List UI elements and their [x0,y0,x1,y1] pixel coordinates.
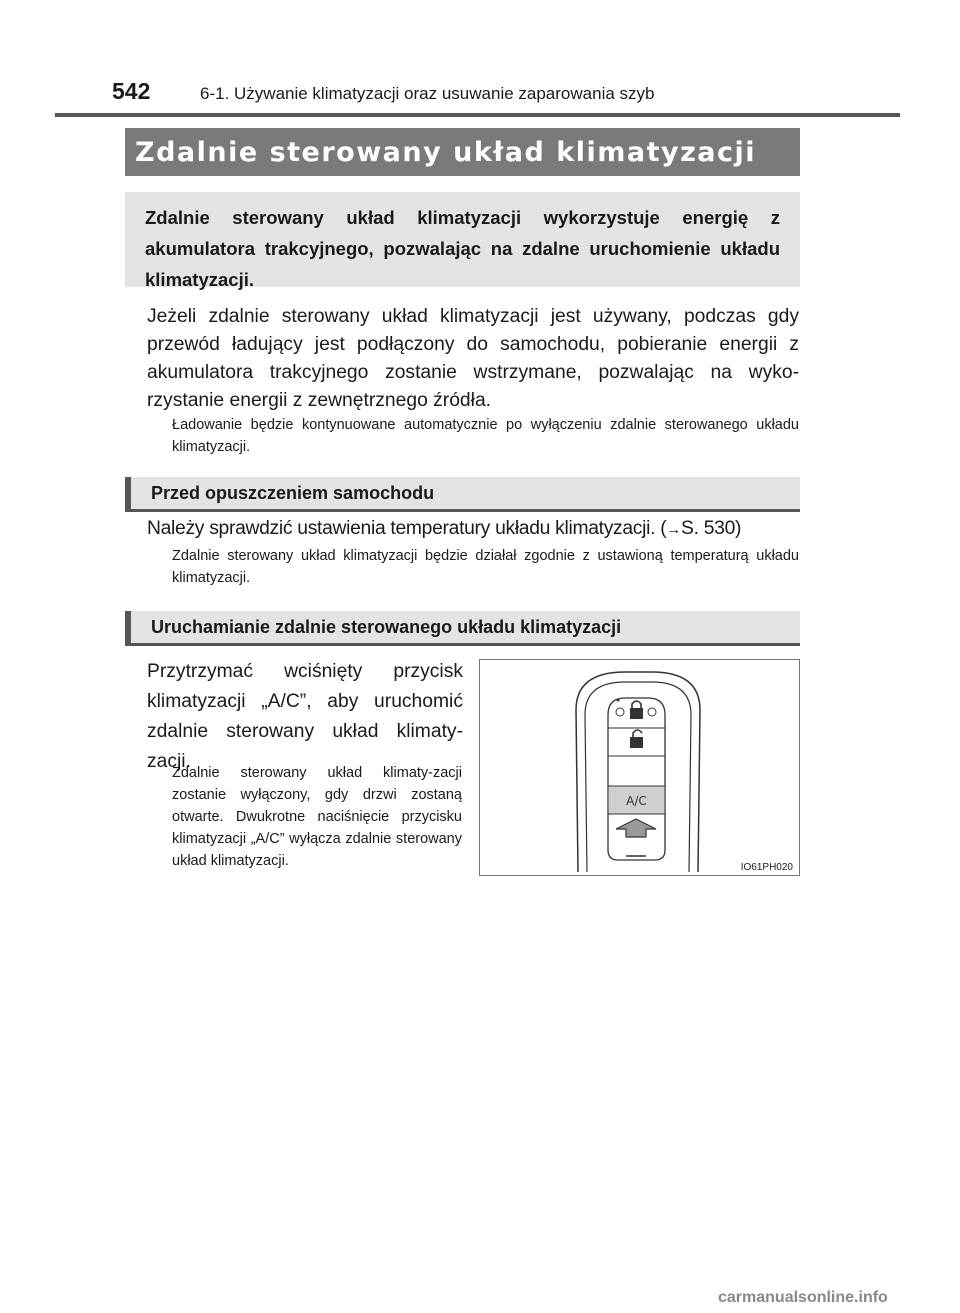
page-header [112,78,654,105]
header-divider [55,113,900,117]
key-fob-illustration [480,660,799,875]
key-fob-figure [479,659,800,876]
page-number: 542 [112,78,151,104]
page-reference[interactable]: S. 530) [681,518,742,539]
figure-code: IO61PH020 [740,862,793,873]
paragraph-main: Jeżeli zdalnie sterowany układ klimatyzacji jest używany, podczas gdy przewód ładujący jest podłączony do samochodu, pobieranie energii z akumulatora trakcyjnego zostanie wstrzymane, pozwalając na wyko-rzystanie energii z zewnętrznego źródła. [147,306,799,411]
paragraph-check-temperature: Należy sprawdzić ustawienia temperatury układu klimatyzacji. (→S. 530) [147,518,742,539]
section-title: Zdalnie sterowany układ klimatyzacji [125,128,800,176]
watermark: carmanualsonline.info [718,1289,888,1306]
arrow-icon: → [666,521,682,538]
lock-icon [630,701,643,719]
note-start: Zdalnie sterowany układ klimaty-zacji zostanie wyłączony, gdy drzwi zostaną otwarte. Dwukrotne naciśnięcie przycisku klimatyzacji „A/C” wyłącza zdalnie sterowany układ klimatyzacji. [172,765,462,869]
note-temperature: Zdalnie sterowany układ klimatyzacji będzie działał zgodnie z ustawioną temperaturą układu klimatyzacji. [172,548,799,586]
intro-box: Zdalnie sterowany układ klimatyzacji wykorzystuje energię z akumulatora trakcyjnego, pozwalając na zdalne uruchomienie układu klimatyzacji. [125,192,800,287]
note-charging: Ładowanie będzie kontynuowane automatycznie po wyłączeniu zdalnie sterowanego układu klimatyzacji. [172,417,799,455]
subsection-heading-before-leaving: Przed opuszczeniem samochodu [125,477,800,512]
paragraph-start-instructions: Przytrzymać wciśnięty przycisk klimatyzacji „A/C”, aby uruchomić zdalnie sterowany układ klimaty-zacji. [147,661,463,772]
press-arrow-icon [616,819,656,837]
chapter-title: 6-1. Używanie klimatyzacji oraz usuwanie zaparowania szyb [200,84,655,103]
unlock-icon [630,730,643,748]
subsection-heading-start: Uruchamianie zdalnie sterowanego układu klimatyzacji [125,611,800,646]
ac-button-label: A/C [626,794,647,808]
